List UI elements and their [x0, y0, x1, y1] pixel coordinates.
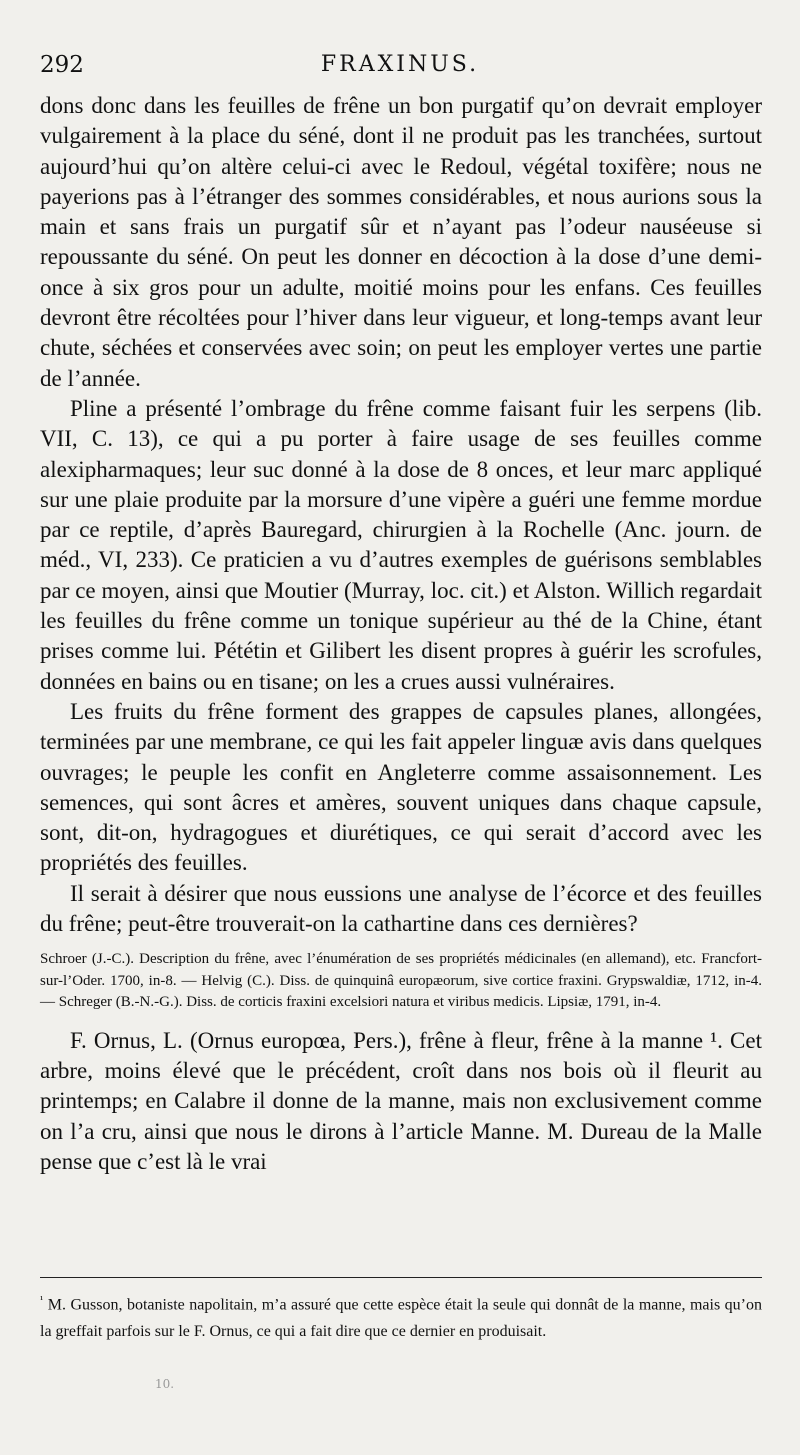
paragraph-fruits: Les fruits du frêne forment des grappes de capsules planes, allongées, terminées par une membrane, ce qui les fait appeler linguæ avis dans quelques ouvrages; le peuple les confit en Angleterre comme assaisonnement. Les semences, qui sont âcres et amères, souvent uniques dans chaque capsule, sont, dit-on, hydragogues et diurétiques, ce qui serait d’accord avec les propriétés des feuilles.: [40, 698, 762, 876]
bibliography: Schroer (J.-C.). Description du frêne, avec l’énumération de ses propriétés médicinales (en allemand), etc. Francfort-sur-l’Oder. 1700, in-8. — Helvig (C.). Diss. de quinquinâ europæorum, sive cortice fraxini. Grypswaldiæ, 1712, in-4. — Schreger (B.-N.-G.). Diss. de corticis fraxini excelsiori natura et viribus medicis. Lipsiæ, 1791, in-4.: [40, 951, 762, 1011]
page-number: 292: [40, 52, 84, 78]
footnote-rule: [40, 1277, 762, 1278]
footnote-marker: ¹: [40, 1294, 44, 1306]
page-header: [40, 52, 760, 88]
running-head: FRAXINUS.: [320, 52, 480, 77]
paragraph-purgatif: dons donc dans les feuilles de frêne un bon purgatif qu’on devrait employer vulgairement à la place du séné, dont il ne produit pas les tranchées, surtout aujourd’hui qu’on altère celui-ci avec le Redoul, végétal toxifère; nous ne payerions pas à l’étranger des sommes considérables, et nous aurions sous la main et sans frais un purgatif sûr et n’ayant pas l’odeur nauséeuse si repoussante du séné. On peut les donner en décoction à la dose d’une demi-once à six gros pour un adulte, moitié moins pour les enfans. Ces feuilles devront être récoltées pour l’hiver dans leur vigueur, et long-temps avant leur chute, séchées et conservées avec soin; on peut les employer vertes une partie de l’année.: [40, 93, 762, 391]
body-text: [40, 91, 762, 1177]
paragraph-analyse: Il serait à désirer que nous eussions une analyse de l’écorce et des feuilles du frêne; peut-être trouverait-on la cathartine dans ces dernières?: [40, 880, 762, 937]
footnote: [40, 1287, 762, 1345]
paragraph-pline: Pline a présenté l’ombrage du frêne comme faisant fuir les serpens (lib. VII, C. 13), ce qui a pu porter à faire usage de ses feuilles comme alexipharmaques; leur suc donné à la dose de 8 onces, et leur marc appliqué sur une plaie produite par la morsure d’une vipère a guéri une femme mordue par ce reptile, d’après Bauregard, chirurgien à la Rochelle (Anc. journ. de méd., VI, 233). Ce praticien a vu d’autres exemples de guérisons semblables par ce moyen, ainsi que Moutier (Murray, loc. cit.) et Alston. Willich regardait les feuilles du frêne comme un tonique supérieur au thé de la Chine, étant prises comme lui. Pététin et Gilibert les disent propres à guérir les scrofules, données en bains ou en tisane; on les a crues aussi vulnéraires.: [40, 395, 762, 694]
footnote-text: M. Gusson, botaniste napolitain, m’a assuré que cette espèce était la seule qui donnât de la manne, mais qu’on la greffait parfois sur le F. Ornus, ce qui a fait dire que ce dernier en produisait.: [40, 1296, 762, 1341]
bleed-through-mark: 10.: [155, 1377, 175, 1391]
paragraph-ornus: F. Ornus, L. (Ornus europœa, Pers.), frêne à fleur, frêne à la manne ¹. Cet arbre, moins élevé que le précédent, croît dans nos bois où il fleurit au printemps; en Calabre il donne de la manne, mais non exclusivement comme on l’a cru, ainsi que nous le dirons à l’article Manne. M. Dureau de la Malle pense que c’est là le vrai: [40, 1027, 762, 1174]
